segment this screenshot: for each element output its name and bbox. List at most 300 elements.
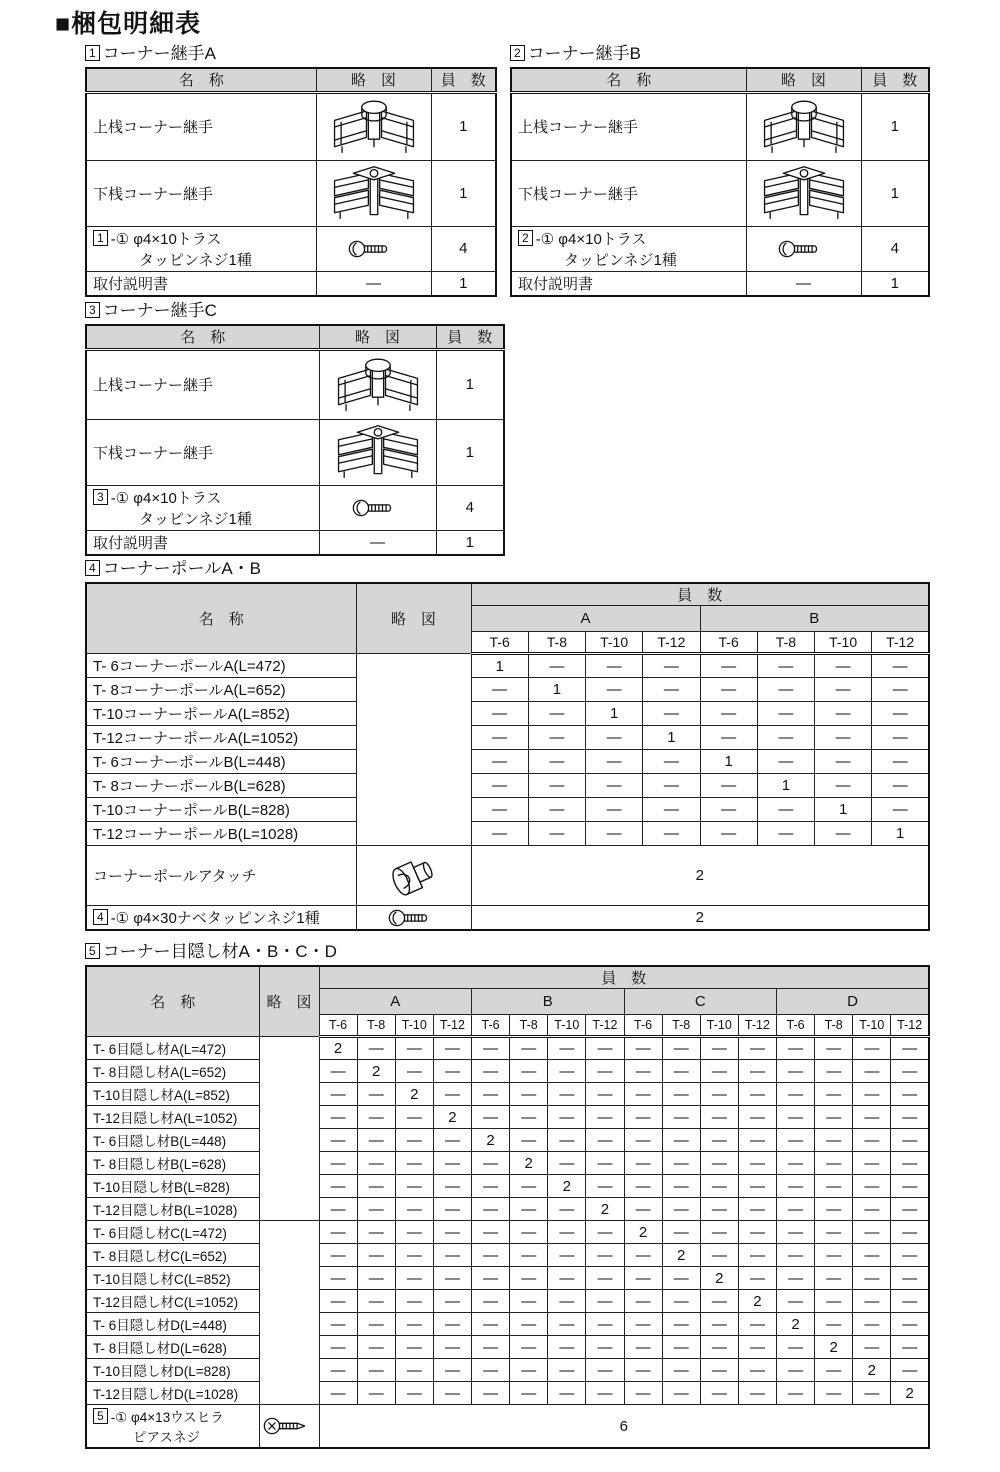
qty-cell: 4 bbox=[861, 226, 929, 271]
size-header: T-10 bbox=[853, 1015, 891, 1037]
qty-cell: — bbox=[586, 726, 643, 750]
qty-cell: — bbox=[853, 1244, 891, 1267]
col-header-sketch: 略 図 bbox=[356, 583, 471, 654]
col-header-qty: 員 数 bbox=[431, 68, 496, 92]
row-name: 下桟コーナー継手 bbox=[511, 160, 746, 226]
qty-cell: — bbox=[777, 1221, 815, 1244]
row-name: 取付説明書 bbox=[86, 530, 319, 555]
qty-cell: — bbox=[528, 654, 585, 678]
qty-cell: — bbox=[700, 822, 757, 846]
qty-cell: — bbox=[510, 1083, 548, 1106]
qty-cell: — bbox=[395, 1175, 433, 1198]
table-row bbox=[86, 1336, 929, 1359]
qty-cell: — bbox=[643, 774, 700, 798]
qty-cell: — bbox=[586, 822, 643, 846]
row-name: T- 6目隠し材A(L=472) bbox=[86, 1037, 259, 1060]
blind-extra-body bbox=[86, 1405, 929, 1449]
qty-cell: — bbox=[662, 1083, 700, 1106]
qty-cell: — bbox=[891, 1290, 929, 1313]
qty-cell: — bbox=[548, 1152, 586, 1175]
qty-cell: — bbox=[586, 798, 643, 822]
qty-cell: — bbox=[433, 1198, 471, 1221]
size-header: T-6 bbox=[472, 1015, 510, 1037]
qty-cell: — bbox=[891, 1037, 929, 1060]
qty-cell: — bbox=[757, 798, 814, 822]
screw-label-line1 bbox=[93, 487, 316, 508]
screw-label-line1 bbox=[93, 228, 313, 249]
group-header: A bbox=[319, 989, 472, 1015]
section-number-box: 4 bbox=[85, 560, 100, 576]
corner-joint-a-table bbox=[85, 67, 497, 297]
sketch-cell bbox=[259, 1221, 319, 1405]
qty-cell: — bbox=[528, 750, 585, 774]
qty-cell: — bbox=[548, 1313, 586, 1336]
size-header: T-6 bbox=[471, 632, 528, 654]
qty-cell: — bbox=[872, 702, 929, 726]
qty-cell: — bbox=[853, 1175, 891, 1198]
qty-cell: — bbox=[433, 1152, 471, 1175]
qty-cell: — bbox=[757, 702, 814, 726]
col-header-sketch: 略 図 bbox=[319, 325, 436, 349]
part-number-box: 5 bbox=[93, 1408, 108, 1424]
qty-cell: — bbox=[700, 726, 757, 750]
size-header: T-6 bbox=[319, 1015, 357, 1037]
screw-label-line2: タッピンネジ1種 bbox=[139, 251, 252, 269]
table-row bbox=[86, 160, 496, 226]
qty-cell: — bbox=[891, 1221, 929, 1244]
screw-label-line1 bbox=[93, 1406, 256, 1426]
part-number-box: 4 bbox=[93, 909, 108, 925]
screw-spec: -① φ4×13ウスヒラ bbox=[110, 1410, 224, 1425]
col-header-qty: 員 数 bbox=[861, 68, 929, 92]
row-name: T-10目隠し材C(L=852) bbox=[86, 1267, 259, 1290]
qty-cell: — bbox=[395, 1221, 433, 1244]
qty-cell: — bbox=[815, 1382, 853, 1405]
qty-cell: — bbox=[357, 1152, 395, 1175]
qty-cell: — bbox=[853, 1152, 891, 1175]
qty-cell: — bbox=[548, 1382, 586, 1405]
qty-cell: — bbox=[757, 750, 814, 774]
lower-corner-joint-icon bbox=[328, 162, 420, 224]
qty-cell: — bbox=[357, 1267, 395, 1290]
qty-cell: — bbox=[777, 1359, 815, 1382]
qty-cell: — bbox=[395, 1359, 433, 1382]
group-header: B bbox=[700, 606, 929, 632]
row-name: T-12目隠し材A(L=1052) bbox=[86, 1106, 259, 1129]
qty-cell: — bbox=[395, 1313, 433, 1336]
qty-cell: — bbox=[738, 1221, 776, 1244]
table-row bbox=[86, 846, 929, 906]
size-header: T-8 bbox=[357, 1015, 395, 1037]
row-name: コーナーポールアタッチ bbox=[86, 846, 356, 906]
table-row bbox=[86, 1060, 929, 1083]
qty-cell: — bbox=[777, 1198, 815, 1221]
qty-cell: 1 bbox=[700, 750, 757, 774]
qty-cell: — bbox=[662, 1129, 700, 1152]
qty-cell: — bbox=[700, 1083, 738, 1106]
qty-cell: — bbox=[586, 1060, 624, 1083]
size-header: T-12 bbox=[643, 632, 700, 654]
section-title-text: コーナーポールA・B bbox=[102, 559, 262, 578]
qty-cell: — bbox=[815, 678, 872, 702]
qty-header: 員 数 bbox=[471, 583, 929, 606]
sketch-cell bbox=[316, 92, 431, 160]
qty-cell: — bbox=[528, 774, 585, 798]
row-name: T-10目隠し材B(L=828) bbox=[86, 1175, 259, 1198]
row-name: T-12コーナーポールB(L=1028) bbox=[86, 822, 356, 846]
qty-cell: 1 bbox=[861, 92, 929, 160]
qty-cell: — bbox=[853, 1221, 891, 1244]
qty-cell: — bbox=[319, 1267, 357, 1290]
qty-cell: — bbox=[624, 1382, 662, 1405]
row-name: T-10コーナーポールB(L=828) bbox=[86, 798, 356, 822]
sketch-cell: — bbox=[316, 271, 431, 296]
table-row bbox=[86, 271, 496, 296]
part-number-box: 1 bbox=[93, 230, 108, 246]
qty-cell: — bbox=[395, 1336, 433, 1359]
screw-spec: -① φ4×10トラス bbox=[110, 489, 222, 507]
row-name: T- 8目隠し材A(L=652) bbox=[86, 1060, 259, 1083]
qty-cell: 2 bbox=[700, 1267, 738, 1290]
group-header: B bbox=[472, 989, 625, 1015]
sketch-cell bbox=[316, 226, 431, 271]
table-row bbox=[86, 1198, 929, 1221]
qty-cell: — bbox=[643, 798, 700, 822]
row-name: 下桟コーナー継手 bbox=[86, 160, 316, 226]
qty-cell: — bbox=[815, 1129, 853, 1152]
pan-tapping-screw-icon bbox=[388, 908, 440, 928]
qty-cell: — bbox=[872, 798, 929, 822]
qty-cell: 6 bbox=[319, 1405, 929, 1449]
screw-label-line2: ピアスネジ bbox=[133, 1430, 200, 1445]
qty-cell: — bbox=[700, 774, 757, 798]
qty-cell: — bbox=[643, 654, 700, 678]
section-corner-pole bbox=[85, 559, 930, 931]
qty-cell: — bbox=[319, 1313, 357, 1336]
table-row bbox=[86, 906, 929, 931]
row-name bbox=[86, 485, 319, 530]
qty-cell: — bbox=[815, 654, 872, 678]
sketch-cell bbox=[356, 654, 471, 846]
qty-cell: — bbox=[777, 1129, 815, 1152]
table-row bbox=[511, 160, 929, 226]
qty-cell: — bbox=[891, 1198, 929, 1221]
qty-cell: — bbox=[624, 1198, 662, 1221]
qty-cell: — bbox=[586, 678, 643, 702]
qty-cell: — bbox=[319, 1336, 357, 1359]
qty-cell: — bbox=[357, 1359, 395, 1382]
qty-cell: — bbox=[357, 1244, 395, 1267]
qty-cell: — bbox=[624, 1175, 662, 1198]
qty-cell: — bbox=[777, 1083, 815, 1106]
table-row bbox=[86, 750, 929, 774]
qty-cell: — bbox=[319, 1106, 357, 1129]
qty-cell: 2 bbox=[738, 1290, 776, 1313]
qty-cell: — bbox=[777, 1244, 815, 1267]
qty-cell: — bbox=[433, 1129, 471, 1152]
qty-cell: — bbox=[472, 1313, 510, 1336]
qty-cell: — bbox=[433, 1336, 471, 1359]
qty-cell: — bbox=[815, 1083, 853, 1106]
qty-cell: — bbox=[662, 1382, 700, 1405]
row-name: T- 8目隠し材B(L=628) bbox=[86, 1152, 259, 1175]
size-header: T-6 bbox=[777, 1015, 815, 1037]
qty-cell: — bbox=[777, 1175, 815, 1198]
table-row bbox=[86, 1382, 929, 1405]
qty-cell: — bbox=[815, 726, 872, 750]
qty-cell: — bbox=[700, 1129, 738, 1152]
qty-cell: — bbox=[471, 798, 528, 822]
qty-cell: — bbox=[472, 1359, 510, 1382]
qty-cell: — bbox=[700, 1175, 738, 1198]
qty-cell: — bbox=[700, 1244, 738, 1267]
qty-cell: 2 bbox=[662, 1244, 700, 1267]
sketch-cell bbox=[259, 1405, 319, 1449]
qty-cell: — bbox=[472, 1382, 510, 1405]
qty-cell: — bbox=[700, 1382, 738, 1405]
qty-cell: — bbox=[586, 1106, 624, 1129]
corner-pole-icon bbox=[357, 675, 472, 825]
sketch-cell: — bbox=[319, 530, 436, 555]
size-header: T-10 bbox=[815, 632, 872, 654]
qty-cell: — bbox=[700, 1336, 738, 1359]
qty-cell: — bbox=[472, 1175, 510, 1198]
screw-label-line2: タッピンネジ1種 bbox=[139, 510, 252, 528]
qty-cell: 1 bbox=[872, 822, 929, 846]
col-header-sketch: 略 図 bbox=[259, 966, 319, 1037]
screw-spec: -① φ4×10トラス bbox=[535, 230, 647, 248]
qty-cell: — bbox=[472, 1152, 510, 1175]
qty-cell: — bbox=[757, 726, 814, 750]
header-row bbox=[86, 966, 929, 989]
qty-cell: — bbox=[738, 1106, 776, 1129]
col-header-name: 名 称 bbox=[511, 68, 746, 92]
sketch-cell bbox=[356, 906, 471, 931]
row-name: T-12目隠し材D(L=1028) bbox=[86, 1382, 259, 1405]
section-title-text: コーナー継手B bbox=[527, 44, 642, 63]
section-number-box: 1 bbox=[85, 45, 100, 61]
qty-cell: — bbox=[757, 678, 814, 702]
screw-spec: -① φ4×30ナベタッピンネジ1種 bbox=[110, 910, 320, 927]
qty-cell: — bbox=[624, 1037, 662, 1060]
screw-label-line1 bbox=[518, 228, 743, 249]
qty-cell: — bbox=[472, 1083, 510, 1106]
blind-grid-body bbox=[86, 1037, 929, 1405]
row-name: T- 8コーナーポールB(L=628) bbox=[86, 774, 356, 798]
row-name bbox=[86, 1405, 259, 1449]
qty-cell: — bbox=[510, 1198, 548, 1221]
qty-cell: — bbox=[548, 1060, 586, 1083]
qty-cell: — bbox=[586, 1221, 624, 1244]
sketch-cell: — bbox=[746, 271, 861, 296]
qty-cell: — bbox=[777, 1152, 815, 1175]
qty-cell: — bbox=[815, 1037, 853, 1060]
qty-cell: — bbox=[548, 1359, 586, 1382]
qty-cell: — bbox=[319, 1083, 357, 1106]
table-row bbox=[86, 1313, 929, 1336]
truss-tapping-screw-icon bbox=[352, 498, 404, 518]
table-row bbox=[86, 798, 929, 822]
qty-cell: 1 bbox=[586, 702, 643, 726]
qty-cell: — bbox=[471, 726, 528, 750]
size-header: T-10 bbox=[700, 1015, 738, 1037]
qty-cell: — bbox=[319, 1152, 357, 1175]
table-row bbox=[86, 678, 929, 702]
qty-cell: — bbox=[700, 1152, 738, 1175]
qty-cell: — bbox=[433, 1290, 471, 1313]
qty-cell: — bbox=[815, 1267, 853, 1290]
qty-cell: — bbox=[777, 1106, 815, 1129]
qty-cell: — bbox=[891, 1359, 929, 1382]
qty-cell: — bbox=[815, 822, 872, 846]
table-row bbox=[86, 1244, 929, 1267]
section-blind-material bbox=[85, 942, 930, 1449]
qty-cell: — bbox=[700, 678, 757, 702]
qty-cell: — bbox=[357, 1313, 395, 1336]
sketch-cell bbox=[316, 160, 431, 226]
size-header: T-12 bbox=[586, 1015, 624, 1037]
qty-cell: — bbox=[433, 1037, 471, 1060]
section-number-box: 5 bbox=[85, 943, 100, 959]
qty-cell: — bbox=[624, 1106, 662, 1129]
qty-cell: 1 bbox=[436, 419, 504, 485]
qty-cell: — bbox=[472, 1290, 510, 1313]
qty-cell: — bbox=[891, 1175, 929, 1198]
qty-cell: — bbox=[872, 774, 929, 798]
qty-cell: 4 bbox=[436, 485, 504, 530]
qty-header: 員 数 bbox=[319, 966, 929, 989]
qty-cell: — bbox=[891, 1267, 929, 1290]
qty-cell: — bbox=[662, 1175, 700, 1198]
qty-cell: — bbox=[643, 822, 700, 846]
qty-cell: — bbox=[548, 1290, 586, 1313]
qty-cell: 2 bbox=[853, 1359, 891, 1382]
qty-cell: — bbox=[510, 1359, 548, 1382]
table-row bbox=[86, 1405, 929, 1449]
group-header: C bbox=[624, 989, 777, 1015]
qty-cell: — bbox=[872, 654, 929, 678]
sketch-cell bbox=[259, 1037, 319, 1221]
sketch-cell bbox=[746, 92, 861, 160]
qty-cell: — bbox=[777, 1382, 815, 1405]
qty-cell: — bbox=[853, 1290, 891, 1313]
qty-cell: — bbox=[738, 1313, 776, 1336]
qty-cell: — bbox=[433, 1267, 471, 1290]
qty-cell: — bbox=[624, 1129, 662, 1152]
qty-cell: — bbox=[433, 1313, 471, 1336]
sketch-cell bbox=[319, 485, 436, 530]
table-row bbox=[511, 92, 929, 160]
qty-cell: — bbox=[472, 1244, 510, 1267]
qty-cell: — bbox=[738, 1336, 776, 1359]
section-title bbox=[85, 942, 930, 962]
qty-cell: — bbox=[777, 1290, 815, 1313]
size-header: T-12 bbox=[891, 1015, 929, 1037]
sketch-cell bbox=[746, 160, 861, 226]
qty-cell: — bbox=[433, 1060, 471, 1083]
table-row bbox=[86, 530, 504, 555]
qty-cell: — bbox=[548, 1037, 586, 1060]
table-row bbox=[86, 92, 496, 160]
qty-cell: — bbox=[738, 1267, 776, 1290]
qty-cell: — bbox=[815, 1221, 853, 1244]
qty-cell: — bbox=[395, 1198, 433, 1221]
qty-cell: — bbox=[738, 1037, 776, 1060]
qty-cell: — bbox=[586, 1313, 624, 1336]
qty-cell: — bbox=[853, 1267, 891, 1290]
row-name bbox=[86, 226, 316, 271]
part-number-box: 3 bbox=[93, 489, 108, 505]
qty-cell: — bbox=[472, 1336, 510, 1359]
row-name: 下桟コーナー継手 bbox=[86, 419, 319, 485]
screw-label-line2: タッピンネジ1種 bbox=[564, 251, 677, 269]
qty-cell: — bbox=[510, 1060, 548, 1083]
qty-cell: — bbox=[700, 1198, 738, 1221]
qty-cell: — bbox=[700, 702, 757, 726]
qty-cell: — bbox=[738, 1129, 776, 1152]
page-title: ■梱包明細表 bbox=[55, 10, 202, 38]
qty-cell: — bbox=[757, 822, 814, 846]
qty-cell: — bbox=[510, 1129, 548, 1152]
qty-cell: — bbox=[319, 1359, 357, 1382]
row-name: T- 8目隠し材C(L=652) bbox=[86, 1244, 259, 1267]
qty-cell: — bbox=[548, 1267, 586, 1290]
qty-cell: — bbox=[510, 1382, 548, 1405]
qty-cell: — bbox=[395, 1290, 433, 1313]
qty-cell: — bbox=[891, 1152, 929, 1175]
table-row bbox=[86, 349, 504, 419]
qty-cell: — bbox=[891, 1336, 929, 1359]
col-header-qty: 員 数 bbox=[436, 325, 504, 349]
section-title bbox=[510, 44, 930, 64]
size-header: T-10 bbox=[395, 1015, 433, 1037]
qty-cell: — bbox=[700, 1037, 738, 1060]
table-row bbox=[86, 419, 504, 485]
qty-cell: — bbox=[319, 1382, 357, 1405]
qty-cell: — bbox=[586, 1129, 624, 1152]
qty-cell: — bbox=[395, 1152, 433, 1175]
qty-cell: — bbox=[319, 1060, 357, 1083]
table-row bbox=[86, 1083, 929, 1106]
section-number-box: 3 bbox=[85, 302, 100, 318]
qty-cell: — bbox=[510, 1175, 548, 1198]
qty-cell: 1 bbox=[436, 349, 504, 419]
row-name: T- 6目隠し材B(L=448) bbox=[86, 1129, 259, 1152]
qty-cell: — bbox=[891, 1244, 929, 1267]
blind-channel-icon bbox=[260, 1054, 320, 1204]
qty-cell: 2 bbox=[777, 1313, 815, 1336]
qty-cell: — bbox=[471, 702, 528, 726]
qty-cell: — bbox=[853, 1382, 891, 1405]
qty-cell: — bbox=[872, 750, 929, 774]
qty-cell: — bbox=[471, 678, 528, 702]
qty-cell: — bbox=[643, 702, 700, 726]
qty-cell: — bbox=[815, 1198, 853, 1221]
table-row bbox=[86, 1359, 929, 1382]
qty-cell: — bbox=[662, 1037, 700, 1060]
table-row bbox=[86, 1106, 929, 1129]
section-title-text: コーナー継手A bbox=[102, 44, 217, 63]
qty-cell: — bbox=[662, 1221, 700, 1244]
qty-cell: — bbox=[433, 1175, 471, 1198]
table-head bbox=[86, 583, 929, 654]
row-name: T-10目隠し材A(L=852) bbox=[86, 1083, 259, 1106]
corner-joint-c-table bbox=[85, 324, 505, 556]
table-head bbox=[86, 966, 929, 1037]
row-name: 取付説明書 bbox=[511, 271, 746, 296]
qty-cell: — bbox=[357, 1336, 395, 1359]
row-name: T- 6目隠し材C(L=472) bbox=[86, 1221, 259, 1244]
